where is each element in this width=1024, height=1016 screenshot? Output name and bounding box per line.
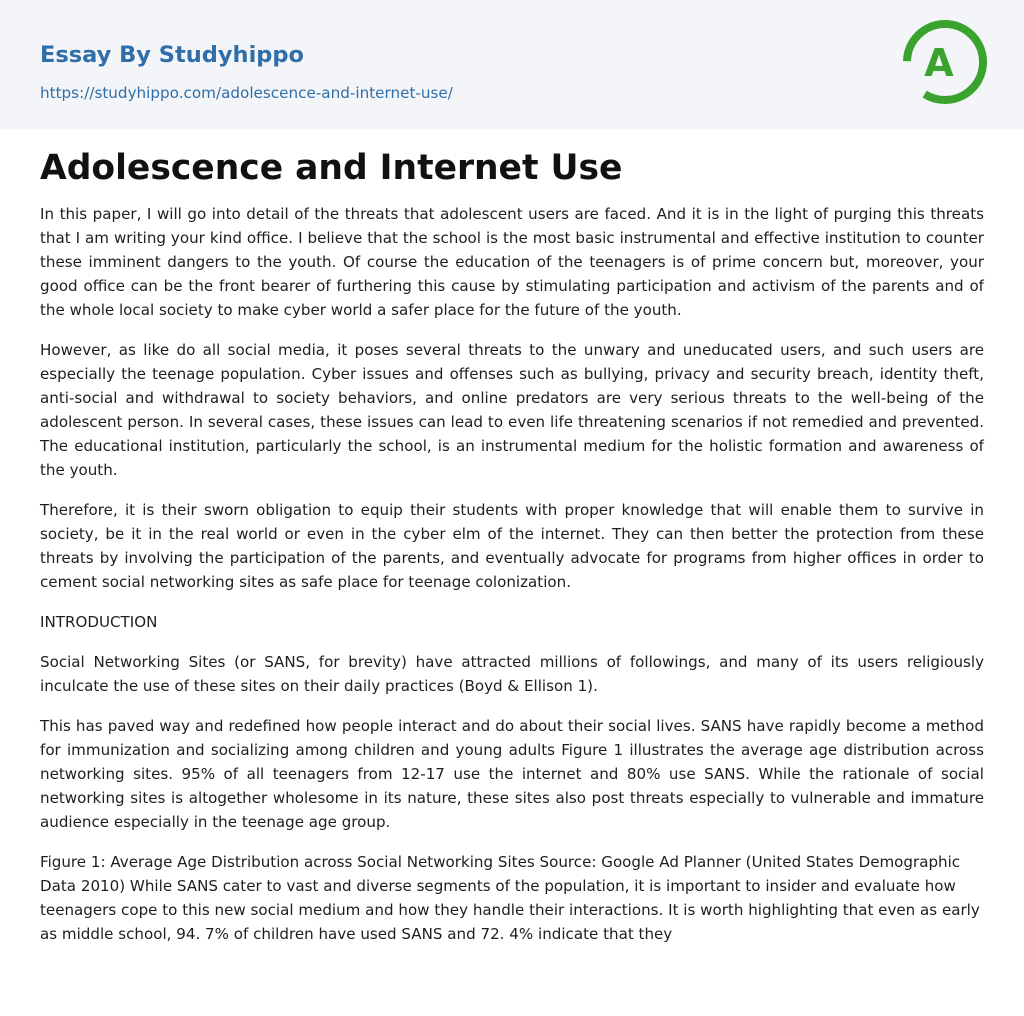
essay-content [40,144,984,962]
paragraph-5: This has paved way and redefined how people interact and do about their social lives. SANS have rapidly become a method for immunization and socializing among children and young adults Figure 1 illustrates the average age distribution across networking sites. 95% of all teenagers from 12-17 use the internet and 80% use SANS. While the rationale of social networking sites is altogether wholesome in its nature, these sites also post threats especially to vulnerable and immature audience especially in the teenage age group. [40,717,984,831]
logo-letter: A [924,41,954,85]
paragraph-3: Therefore, it is their sworn obligation to equip their students with proper knowledge that will enable them to survive in society, be it in the real world or even in the cyber elm of the internet. They can then better the protection from these threats by involving the participation of the parents, and eventually advocate for programs from higher offices in order to cement social networking sites as safe place for teenage colonization. [40,501,984,591]
paragraph-6: Figure 1: Average Age Distribution across Social Networking Sites Source: Google Ad Planner (United States Demographic Data 2010) While SANS cater to vast and diverse segments of the population, it is important to insider and evaluate how teenagers cope to this new social medium and how they handle their interactions. It is worth highlighting that even as early as middle school, 94. 7% of children have used SANS and 72. 4% indicate that they [40,853,980,943]
paragraph-2: However, as like do all social media, it poses several threats to the unwary and uneducated users, and such users are especially the teenage population. Cyber issues and offenses such as bullying, privacy and security breach, identity theft, anti-social and withdrawal to society behaviors, and online predators are very serious threats to the well-being of the adolescent person. In several cases, these issues can lead to even life threatening scenarios if not remedied and prevented. The educational institution, particularly the school, is an instrumental medium for the holistic formation and awareness of the youth. [40,341,984,479]
source-url-link[interactable]: https://studyhippo.com/adolescence-and-internet-use/ [40,84,453,102]
section-heading-introduction: INTRODUCTION [40,613,158,631]
studyhippo-logo-icon [901,18,989,106]
page-title: Adolescence and Internet Use [40,148,623,188]
site-header [0,0,1024,129]
brand-title: Essay By Studyhippo [40,42,304,68]
paragraph-4: Social Networking Sites (or SANS, for brevity) have attracted millions of followings, and many of its users religiously inculcate the use of these sites on their daily practices (Boyd & Ellison 1). [40,653,984,695]
paragraph-1: In this paper, I will go into detail of the threats that adolescent users are faced. And it is in the light of purging this threats that I am writing your kind office. I believe that the school is the most basic instrumental and effective institution to counter these imminent dangers to the youth. Of course the education of the teenagers is of prime concern but, moreover, your good office can be the front bearer of furthering this cause by stimulating participation and activism of the parents and of the whole local society to make cyber world a safer place for the future of the youth. [40,205,984,319]
